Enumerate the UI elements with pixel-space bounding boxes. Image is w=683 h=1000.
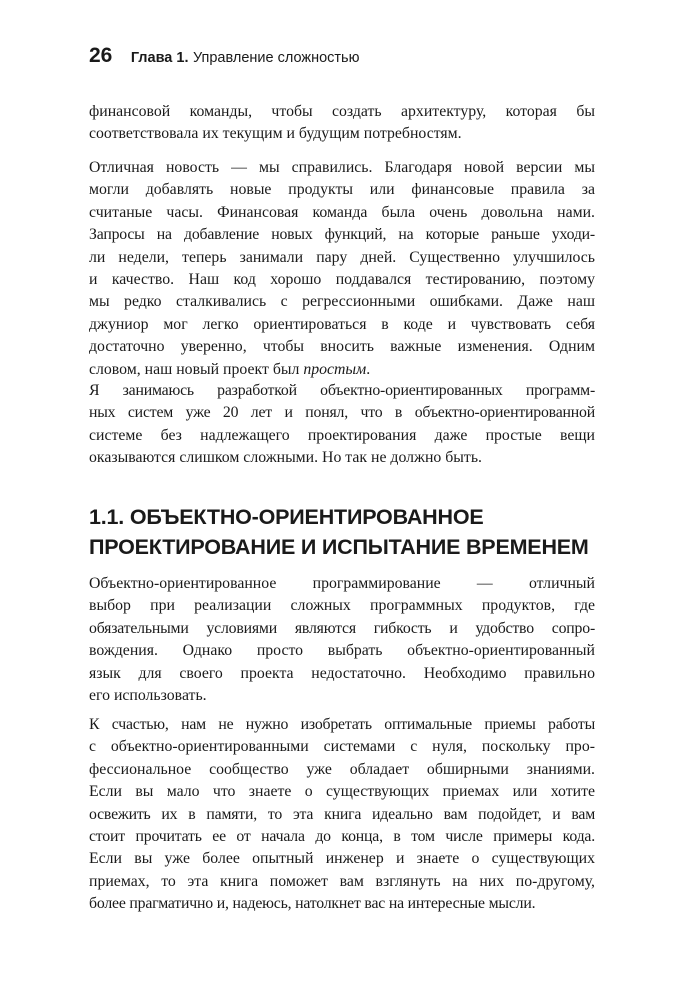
text-line: и качество. Наш код хорошо поддавался тестированию, поэтому [89,271,595,289]
text-line: приемах, то эта книга поможет вам взглянуть на них по-другому, [89,872,595,890]
text-line: Если вы мало что знаете о существующих приемах или хотите [89,783,595,801]
chapter-label: Глава 1. [130,50,189,66]
text-line: соответствовала их текущим и будущим потребностям. [89,125,462,143]
section-heading [89,502,609,562]
text-line: Отличная новость — мы справились. Благодаря новой версии мы [89,159,595,176]
text-line: Объектно-ориентированное программирование — отличный [89,575,595,592]
paragraph-2 [89,157,595,381]
text-line: Я занимаюсь разработкой объектно-ориентированных программ- [89,382,595,399]
text-line: вождения. Однако просто выбрать объектно-ориентированный [89,642,595,660]
text-line: Запросы на добавление новых функций, на которые раньше уходи- [89,226,595,244]
text-line [89,359,595,381]
text-line: системе без надлежащего проектирования даже простые вещи [89,426,595,444]
text-fragment: словом, наш новый проект был [89,360,304,378]
text-line: с объектно-ориентированными системами с нуля, поскольку про- [89,738,595,756]
text-fragment: . [366,360,371,378]
text-line: К счастью, нам не нужно изобретать оптимальные приемы работы [89,716,595,733]
text-line: мы редко сталкивались с регрессионными ошибками. Даже наш [89,293,595,311]
emphasis-word: простым [303,360,367,378]
running-head [89,44,359,68]
text-line: язык для своего проекта недостаточно. Необходимо правильно [89,664,595,682]
page-number: 26 [89,44,113,67]
text-line: его использовать. [89,687,207,705]
text-line: ли недели, теперь занимали пару дней. Существенно улучшилось [89,248,595,266]
paragraph-5 [89,714,595,916]
text-line: более прагматично и, надеюсь, натолкнет вас на интересные мысли. [89,895,536,913]
text-line: считаные часы. Финансовая команда была очень довольна нами. [89,203,595,221]
text-line: достаточно уверенно, чтобы вносить важные изменения. Одним [89,338,595,356]
paragraph-1 [89,101,595,146]
text-line: выбор при реализации сложных программных продуктов, где [89,597,595,615]
text-line: Если вы уже более опытный инженер и знаете о существующих [89,850,595,868]
paragraph-4 [89,573,595,707]
text-line: фессиональное сообщество уже обладает обширными знаниями. [89,760,595,778]
text-line: могли добавлять новые продукты или финансовые правила за [89,181,595,199]
text-line: ных систем уже 20 лет и понял, что в объектно-ориентированной [89,404,595,422]
text-line: финансовой команды, чтобы создать архитектуру, которая бы [89,103,595,120]
text-line: оказываются слишком сложными. Но так не должно быть. [89,449,482,467]
text-line: стоит прочитать ее от начала до конца, в том числе примеры кода. [89,828,595,846]
heading-line: ПРОЕКТИРОВАНИЕ И ИСПЫТАНИЕ ВРЕМЕНЕМ [89,535,589,559]
text-line: освежить их в памяти, то эта книга идеально вам подойдет, и вам [89,805,595,823]
text-line: обязательными условиями являются гибкость и удобство сопро- [89,619,595,637]
chapter-title: Управление сложностью [192,50,360,66]
text-line: джуниор мог легко ориентироваться в коде и чувствовать себя [89,315,595,333]
paragraph-3 [89,380,595,470]
heading-line: 1.1. ОБЪЕКТНО-ОРИЕНТИРОВАННОЕ [89,505,484,529]
